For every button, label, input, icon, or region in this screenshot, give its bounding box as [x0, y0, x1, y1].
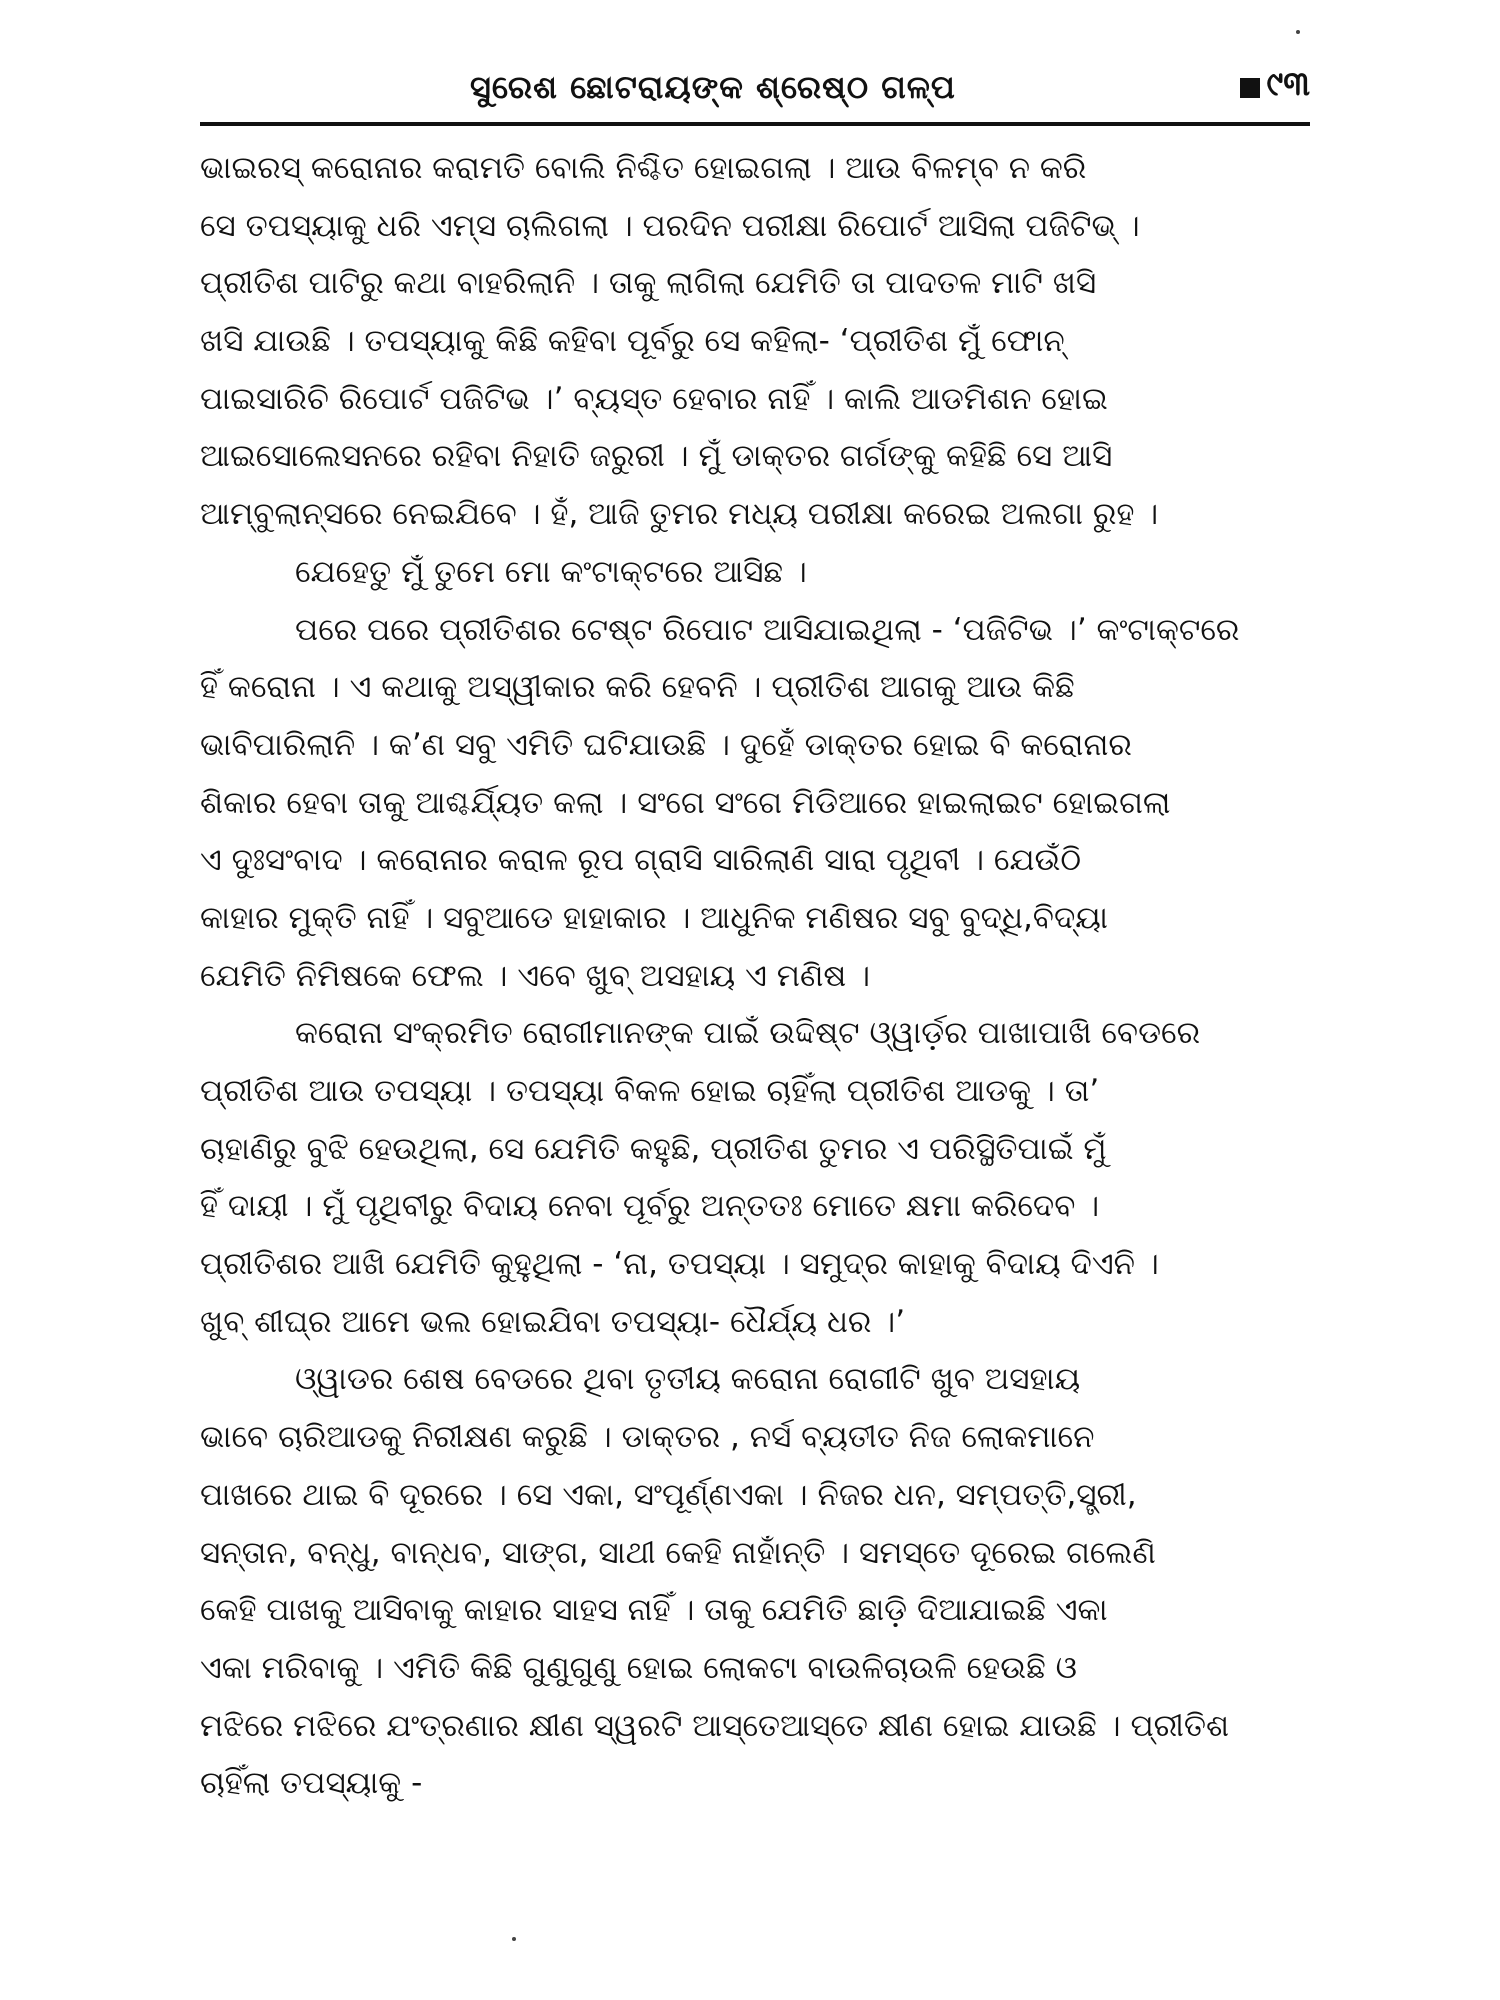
text-line: ଚାହାଣିରୁ ବୁଝି ହେଉଥିଲା, ସେ ଯେମିତି କହୁଛି, ପ୍ରୀତିଶ ତୁମର ଏ ପରିସ୍ଥିତିପାଇଁ ମୁଁ — [200, 1130, 1107, 1167]
text-line: ଭାଇରସ୍ କରୋନାର କରାମତି ବୋଲି ନିଶ୍ଚିତ ହୋଇଗଲା । ଆଉ ବିଳମ୍ବ ନ କରି — [200, 150, 1087, 186]
text-line: ହିଁ ଦାୟୀ । ମୁଁ ପୃଥିବୀରୁ ବିଦାୟ ନେବା ପୂର୍ବରୁ ଅନ୍ତତଃ ମୋତେ କ୍ଷମା କରିଦେବ । — [200, 1188, 1100, 1225]
text-line: ଯେହେତୁ ମୁଁ ତୁମେ ମୋ କଂଟାକ୍ଟରେ ଆସିଛ । — [295, 553, 807, 590]
text-line: କେହି ପାଖକୁ ଆସିବାକୁ କାହାର ସାହସ ନାହିଁ । ତାକୁ ଯେମିତି ଛାଡ଼ି ଦିଆଯାଇଛି ଏକା — [200, 1592, 1108, 1629]
text-line: ପ୍ରୀତିଶର ଆଖି ଯେମିତି କୁହୁଥିଲା - ‘ନା, ତପସ୍ୟା । ସମୁଦ୍ର କାହାକୁ ବିଦାୟ ଦିଏନି । — [200, 1246, 1159, 1283]
text-line: କରୋନା ସଂକ୍ରମିତ ରୋଗୀମାନଙ୍କ ପାଇଁ ଉଦ୍ଦିଷ୍ଟ ଓ୍ୱାର୍ଡ଼ର ପାଖାପାଖି ବେଡରେ — [295, 1015, 1201, 1052]
text-line: ପାଖରେ ଥାଇ ବି ଦୂରରେ । ସେ ଏକା, ସଂପୂର୍ଣ୍ଣଏକା । ନିଜର ଧନ, ସମ୍ପତ୍ତି,ସ୍ତ୍ରୀ, — [200, 1476, 1137, 1513]
text-line: ଏ ଦୁଃସଂବାଦ । କରୋନାର କରାଳ ରୂପ ଗ୍ରାସି ସାରିଲାଣି ସାରା ପୃଥିବୀ । ଯେଉଁଠି — [200, 842, 1082, 879]
text-line: କାହାର ମୁକ୍ତି ନାହିଁ । ସବୁଆଡେ ହାହାକାର । ଆଧୁନିକ ମଣିଷର ସବୁ ବୁଦ୍ଧି,ବିଦ୍ୟା — [200, 899, 1108, 936]
header-rule — [200, 122, 1310, 126]
text-line: ଯେମିତି ନିମିଷକେ ଫେଲ । ଏବେ ଖୁବ୍ ଅସହାୟ ଏ ମଣିଷ । — [200, 957, 871, 994]
body-text — [200, 140, 1310, 1813]
text-line: ଖୁବ୍ ଶୀଘ୍ର ଆମେ ଭଲ ହୋଇଯିବା ତପସ୍ୟା- ଧୈର୍ଯ୍ୟ ଧର ।’ — [200, 1303, 906, 1340]
text-line: ଚାହିଁଲା ତପସ୍ୟାକୁ - — [200, 1765, 423, 1802]
text-line: ସେ ତପସ୍ୟାକୁ ଧରି ଏମ୍‌ସ ଚାଲିଗଲା । ପରଦିନ ପରୀକ୍ଷା ରିପୋର୍ଟ ଆସିଲା ପଜିଟିଭ୍ । — [200, 207, 1140, 244]
speck-mark — [512, 1937, 516, 1941]
text-line: ଖସି ଯାଉଛି । ତପସ୍ୟାକୁ କିଛି କହିବା ପୂର୍ବରୁ ସେ କହିଲା- ‘ପ୍ରୀତିଶ ମୁଁ ଫୋନ୍ — [200, 323, 1065, 360]
text-line: ଭାବେ ଚାରିଆଡକୁ ନିରୀକ୍ଷଣ କରୁଛି । ଡାକ୍ତର , ନର୍ସ ବ୍ୟତୀତ ନିଜ ଲୋକମାନେ — [200, 1419, 1095, 1456]
text-line: ହିଁ କରୋନା । ଏ କଥାକୁ ଅସ୍ୱୀକାର କରି ହେବନି । ପ୍ରୀତିଶ ଆଗକୁ ଆଉ କିଛି — [200, 669, 1075, 706]
text-line: ସନ୍ତାନ, ବନ୍ଧୁ, ବାନ୍ଧବ, ସାଙ୍ଗ, ସାଥୀ କେହି ନାହାଁନ୍ତି । ସମସ୍ତେ ଦୂରେଇ ଗଲେଣି — [200, 1534, 1156, 1571]
square-bullet-icon — [1240, 78, 1260, 98]
book-title: ସୁରେଶ ଛୋଟରାୟଙ୍କ ଶ୍ରେଷ୍ଠ ଗଳ୍ପ — [470, 68, 956, 106]
text-line: ଆମ୍ବୁଲାନ୍ସରେ ନେଇଯିବେ । ହଁ, ଆଜି ତୁମର ମଧ୍ୟ ପରୀକ୍ଷା କରେଇ ଅଲଗା ରୁହ । — [200, 496, 1159, 533]
text-line: ପରେ ପରେ ପ୍ରୀତିଶର ଟେଷ୍ଟ ରିପୋଟ ଆସିଯାଇଥିଲା - ‘ପଜିଟିଭ ।’ କଂଟାକ୍ଟରେ — [295, 611, 1240, 648]
text-line: ଶିକାର ହେବା ତାକୁ ଆଶ୍ଚର୍ଯ୍ୟିତ କଲା । ସଂଗେ ସଂଗେ ମିଡିଆରେ ହାଇଲାଇଟ ହୋଇଗଲା — [200, 784, 1171, 821]
text-line: ପାଇସାରିଚି ରିପୋର୍ଟ ପଜିଟିଭ ।’ ବ୍ୟସ୍ତ ହେବାର ନାହିଁ । କାଲି ଆଡମିଶନ ହୋଇ — [200, 380, 1108, 417]
text-line: ଭାବିପାରିଲାନି । କ’ଣ ସବୁ ଏମିତି ଘଟିଯାଉଛି । ଦୁହେଁ ଡାକ୍ତର ହୋଇ ବି କରୋନାର — [200, 726, 1132, 763]
running-head — [200, 60, 1310, 120]
text-line: ପ୍ରୀତିଶ ପାଟିରୁ କଥା ବାହରିଲାନି । ତାକୁ ଲାଗିଲା ଯେମିତି ତା ପାଦତଳ ମାଟି ଖସି — [200, 265, 1097, 302]
text-line: ମଝିରେ ମଝିରେ ଯଂତ୍ରଣାର କ୍ଷୀଣ ସ୍ୱରଟି ଆସ୍ତେଆସ୍ତେ କ୍ଷୀଣ ହୋଇ ଯାଉଛି । ପ୍ରୀତିଶ — [200, 1707, 1230, 1744]
text-line: ପ୍ରୀତିଶ ଆଉ ତପସ୍ୟା । ତପସ୍ୟା ବିକଳ ହୋଇ ଚାହିଁଲା ପ୍ରୀତିଶ ଆଡକୁ । ତା’ — [200, 1073, 1100, 1109]
text-line: ଓ୍ୱାଡର ଶେଷ ବେଡରେ ଥିବା ତୃତୀୟ କରୋନା ରୋଗୀଟି ଖୁବ ଅସହାୟ — [295, 1361, 1081, 1398]
speck-mark — [1296, 30, 1300, 34]
page-number: ୯୩ — [1266, 64, 1310, 104]
text-line: ଏକା ମରିବାକୁ । ଏମିତି କିଛି ଗୁଣୁଗୁଣୁ ହୋଇ ଲୋକଟା ବାଉଳିଚାଉଳି ହେଉଛି ଓ — [200, 1649, 1077, 1686]
text-line: ଆଇସୋଲେସନରେ ରହିବା ନିହାତି ଜରୁରୀ । ମୁଁ ଡାକ୍ତର ଗର୍ଗଙ୍କୁ କହିଛି ସେ ଆସି — [200, 438, 1113, 475]
